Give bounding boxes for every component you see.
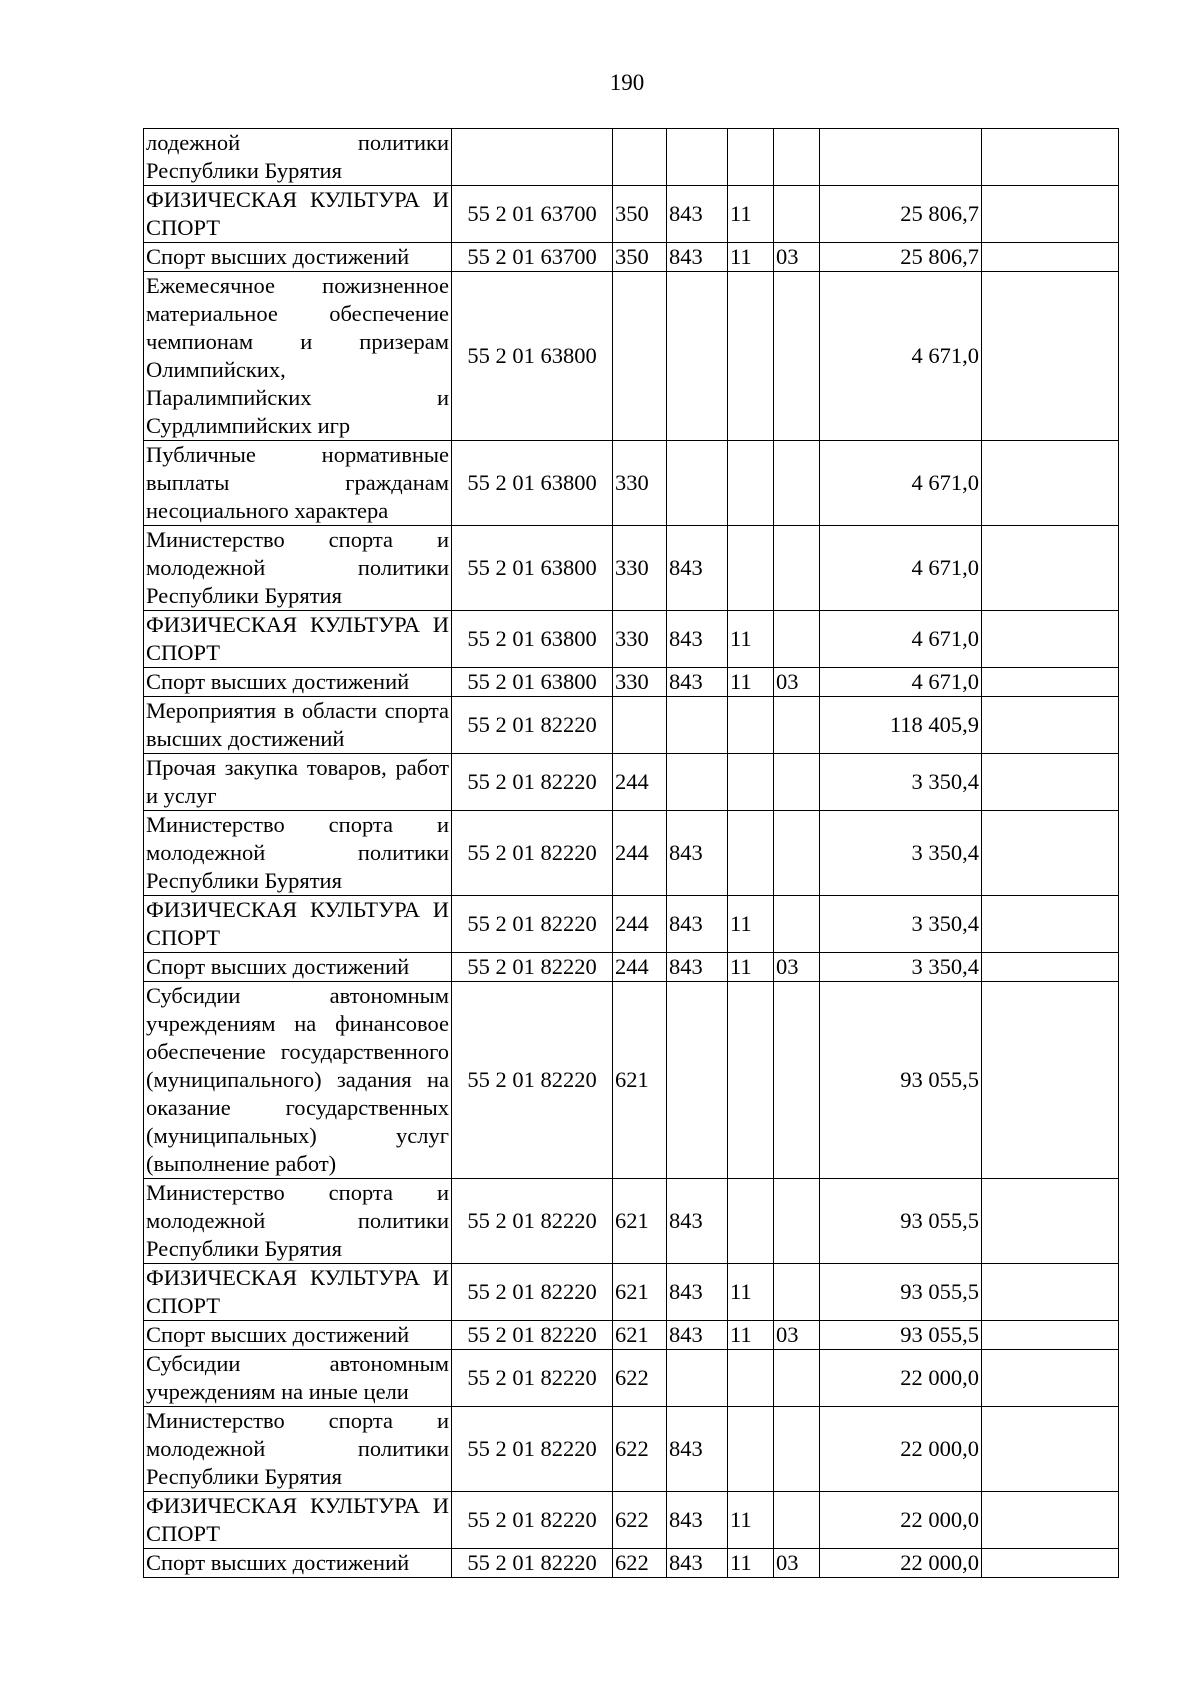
row-vr-cell: 244: [613, 754, 667, 811]
row-amount-cell: 93 055,5: [820, 1264, 982, 1321]
row-amount-cell: [820, 129, 982, 186]
row-grbs-cell: [667, 272, 728, 441]
row-amount-cell: 4 671,0: [820, 668, 982, 697]
row-extra-cell: [982, 243, 1119, 272]
row-rz-cell: 11: [728, 186, 774, 243]
row-grbs-cell: 843: [667, 811, 728, 896]
table-row: [144, 1179, 1119, 1264]
row-amount-cell: 93 055,5: [820, 982, 982, 1179]
row-rz-cell: [728, 526, 774, 611]
row-grbs-cell: [667, 1350, 728, 1407]
row-code-cell: 55 2 01 63700: [452, 243, 613, 272]
row-code-cell: 55 2 01 82220: [452, 1407, 613, 1492]
table-row: [144, 1321, 1119, 1350]
row-amount-cell: 25 806,7: [820, 186, 982, 243]
row-extra-cell: [982, 1492, 1119, 1549]
row-name-cell: Министерство спорта и молодежной политики Республики Бурятия: [144, 811, 452, 896]
row-grbs-cell: [667, 441, 728, 526]
row-name-cell: Субсидии автономным учреждениям на финансовое обеспечение государственного (муниципального) задания на оказание государственных (муниципальных) услуг (выполнение работ): [144, 982, 452, 1179]
row-amount-cell: 93 055,5: [820, 1321, 982, 1350]
row-rz-cell: 11: [728, 243, 774, 272]
row-amount-cell: 22 000,0: [820, 1350, 982, 1407]
table-row: [144, 611, 1119, 668]
row-pr-cell: [774, 811, 820, 896]
row-amount-cell: 93 055,5: [820, 1179, 982, 1264]
row-grbs-cell: 843: [667, 1549, 728, 1578]
row-amount-cell: 3 350,4: [820, 896, 982, 953]
table-row: [144, 896, 1119, 953]
row-pr-cell: [774, 1492, 820, 1549]
row-grbs-cell: [667, 754, 728, 811]
row-amount-cell: 25 806,7: [820, 243, 982, 272]
row-grbs-cell: 843: [667, 186, 728, 243]
row-code-cell: 55 2 01 82220: [452, 1321, 613, 1350]
row-pr-cell: 03: [774, 243, 820, 272]
row-extra-cell: [982, 611, 1119, 668]
row-rz-cell: [728, 1407, 774, 1492]
row-code-cell: 55 2 01 63800: [452, 526, 613, 611]
row-name-cell: ФИЗИЧЕСКАЯ КУЛЬТУРА И СПОРТ: [144, 611, 452, 668]
row-rz-cell: 11: [728, 1321, 774, 1350]
row-rz-cell: 11: [728, 611, 774, 668]
row-amount-cell: 22 000,0: [820, 1549, 982, 1578]
row-name-cell: лодежной политики Республики Бурятия: [144, 129, 452, 186]
row-amount-cell: 118 405,9: [820, 697, 982, 754]
row-rz-cell: 11: [728, 1549, 774, 1578]
row-pr-cell: [774, 526, 820, 611]
row-pr-cell: [774, 754, 820, 811]
row-name-cell: ФИЗИЧЕСКАЯ КУЛЬТУРА И СПОРТ: [144, 896, 452, 953]
row-rz-cell: [728, 754, 774, 811]
row-amount-cell: 3 350,4: [820, 754, 982, 811]
row-rz-cell: [728, 129, 774, 186]
row-extra-cell: [982, 668, 1119, 697]
row-name-cell: Спорт высших достижений: [144, 1549, 452, 1578]
row-vr-cell: 330: [613, 441, 667, 526]
row-extra-cell: [982, 982, 1119, 1179]
table-row: [144, 982, 1119, 1179]
row-name-cell: Спорт высших достижений: [144, 953, 452, 982]
row-grbs-cell: 843: [667, 953, 728, 982]
row-vr-cell: 622: [613, 1407, 667, 1492]
row-name-cell: Субсидии автономным учреждениям на иные цели: [144, 1350, 452, 1407]
row-code-cell: 55 2 01 63800: [452, 272, 613, 441]
row-code-cell: [452, 129, 613, 186]
budget-table: [143, 128, 1119, 1578]
row-rz-cell: [728, 272, 774, 441]
row-vr-cell: 621: [613, 1264, 667, 1321]
table-row: [144, 1264, 1119, 1321]
row-name-cell: ФИЗИЧЕСКАЯ КУЛЬТУРА И СПОРТ: [144, 1264, 452, 1321]
row-vr-cell: 621: [613, 982, 667, 1179]
row-name-cell: Мероприятия в области спорта высших достижений: [144, 697, 452, 754]
table-row: [144, 1492, 1119, 1549]
row-grbs-cell: 843: [667, 611, 728, 668]
row-code-cell: 55 2 01 82220: [452, 982, 613, 1179]
row-amount-cell: 22 000,0: [820, 1407, 982, 1492]
row-pr-cell: [774, 129, 820, 186]
row-grbs-cell: 843: [667, 1179, 728, 1264]
row-vr-cell: 350: [613, 186, 667, 243]
row-name-cell: Ежемесячное пожизненное материальное обеспечение чемпионам и призерам Олимпийских, Паралимпийских и Сурдлимпийских игр: [144, 272, 452, 441]
row-extra-cell: [982, 441, 1119, 526]
row-code-cell: 55 2 01 82220: [452, 1179, 613, 1264]
row-rz-cell: 11: [728, 896, 774, 953]
row-rz-cell: 11: [728, 1492, 774, 1549]
row-vr-cell: 622: [613, 1492, 667, 1549]
row-vr-cell: [613, 129, 667, 186]
table-row: [144, 1350, 1119, 1407]
row-name-cell: Спорт высших достижений: [144, 668, 452, 697]
row-pr-cell: [774, 441, 820, 526]
table-row: [144, 441, 1119, 526]
row-code-cell: 55 2 01 82220: [452, 896, 613, 953]
row-code-cell: 55 2 01 63800: [452, 668, 613, 697]
row-grbs-cell: 843: [667, 243, 728, 272]
row-code-cell: 55 2 01 63800: [452, 441, 613, 526]
row-extra-cell: [982, 697, 1119, 754]
row-extra-cell: [982, 811, 1119, 896]
row-extra-cell: [982, 272, 1119, 441]
row-extra-cell: [982, 1321, 1119, 1350]
row-grbs-cell: 843: [667, 896, 728, 953]
row-vr-cell: 244: [613, 896, 667, 953]
row-rz-cell: [728, 441, 774, 526]
row-rz-cell: 11: [728, 668, 774, 697]
row-pr-cell: [774, 272, 820, 441]
row-pr-cell: [774, 982, 820, 1179]
row-vr-cell: 621: [613, 1321, 667, 1350]
row-pr-cell: [774, 896, 820, 953]
row-extra-cell: [982, 1264, 1119, 1321]
row-grbs-cell: [667, 697, 728, 754]
row-rz-cell: [728, 811, 774, 896]
row-code-cell: 55 2 01 82220: [452, 811, 613, 896]
table-row: [144, 526, 1119, 611]
row-grbs-cell: 843: [667, 1492, 728, 1549]
table-row: [144, 1407, 1119, 1492]
row-pr-cell: 03: [774, 668, 820, 697]
row-code-cell: 55 2 01 63800: [452, 611, 613, 668]
row-rz-cell: [728, 697, 774, 754]
row-pr-cell: [774, 697, 820, 754]
row-name-cell: Министерство спорта и молодежной политики Республики Бурятия: [144, 1407, 452, 1492]
row-extra-cell: [982, 1407, 1119, 1492]
row-grbs-cell: [667, 129, 728, 186]
table-row: [144, 697, 1119, 754]
row-vr-cell: 350: [613, 243, 667, 272]
budget-table-body: [144, 129, 1119, 1578]
row-vr-cell: 244: [613, 953, 667, 982]
row-vr-cell: [613, 272, 667, 441]
row-vr-cell: 244: [613, 811, 667, 896]
row-name-cell: Прочая закупка товаров, работ и услуг: [144, 754, 452, 811]
row-name-cell: Публичные нормативные выплаты гражданам несоциального характера: [144, 441, 452, 526]
row-name-cell: Министерство спорта и молодежной политики Республики Бурятия: [144, 526, 452, 611]
row-pr-cell: [774, 611, 820, 668]
row-pr-cell: [774, 186, 820, 243]
row-code-cell: 55 2 01 82220: [452, 953, 613, 982]
row-name-cell: Спорт высших достижений: [144, 1321, 452, 1350]
row-amount-cell: 4 671,0: [820, 611, 982, 668]
row-vr-cell: 622: [613, 1549, 667, 1578]
row-code-cell: 55 2 01 82220: [452, 1264, 613, 1321]
row-code-cell: 55 2 01 82220: [452, 1549, 613, 1578]
row-extra-cell: [982, 754, 1119, 811]
row-rz-cell: 11: [728, 1264, 774, 1321]
row-vr-cell: 330: [613, 611, 667, 668]
table-row: [144, 186, 1119, 243]
row-grbs-cell: 843: [667, 1264, 728, 1321]
row-pr-cell: 03: [774, 953, 820, 982]
row-name-cell: ФИЗИЧЕСКАЯ КУЛЬТУРА И СПОРТ: [144, 1492, 452, 1549]
table-row: [144, 243, 1119, 272]
row-vr-cell: 622: [613, 1350, 667, 1407]
row-amount-cell: 4 671,0: [820, 526, 982, 611]
table-row: [144, 1549, 1119, 1578]
row-extra-cell: [982, 526, 1119, 611]
table-row: [144, 129, 1119, 186]
row-extra-cell: [982, 186, 1119, 243]
row-name-cell: ФИЗИЧЕСКАЯ КУЛЬТУРА И СПОРТ: [144, 186, 452, 243]
table-row: [144, 754, 1119, 811]
row-vr-cell: 621: [613, 1179, 667, 1264]
row-grbs-cell: 843: [667, 1407, 728, 1492]
row-amount-cell: 4 671,0: [820, 272, 982, 441]
row-rz-cell: [728, 1179, 774, 1264]
row-vr-cell: [613, 697, 667, 754]
page-number: 190: [609, 70, 645, 95]
row-extra-cell: [982, 129, 1119, 186]
row-amount-cell: 22 000,0: [820, 1492, 982, 1549]
table-row: [144, 953, 1119, 982]
row-pr-cell: 03: [774, 1549, 820, 1578]
row-code-cell: 55 2 01 82220: [452, 1350, 613, 1407]
row-rz-cell: 11: [728, 953, 774, 982]
row-code-cell: 55 2 01 82220: [452, 754, 613, 811]
row-extra-cell: [982, 1350, 1119, 1407]
row-pr-cell: [774, 1264, 820, 1321]
row-rz-cell: [728, 1350, 774, 1407]
row-code-cell: 55 2 01 82220: [452, 1492, 613, 1549]
table-row: [144, 811, 1119, 896]
row-grbs-cell: [667, 982, 728, 1179]
row-name-cell: Министерство спорта и молодежной политики Республики Бурятия: [144, 1179, 452, 1264]
row-amount-cell: 4 671,0: [820, 441, 982, 526]
row-amount-cell: 3 350,4: [820, 811, 982, 896]
row-extra-cell: [982, 953, 1119, 982]
row-code-cell: 55 2 01 63700: [452, 186, 613, 243]
row-extra-cell: [982, 1549, 1119, 1578]
row-grbs-cell: 843: [667, 526, 728, 611]
row-grbs-cell: 843: [667, 1321, 728, 1350]
row-amount-cell: 3 350,4: [820, 953, 982, 982]
row-pr-cell: 03: [774, 1321, 820, 1350]
row-extra-cell: [982, 1179, 1119, 1264]
row-name-cell: Спорт высших достижений: [144, 243, 452, 272]
row-pr-cell: [774, 1179, 820, 1264]
row-code-cell: 55 2 01 82220: [452, 697, 613, 754]
row-grbs-cell: 843: [667, 668, 728, 697]
row-vr-cell: 330: [613, 668, 667, 697]
row-pr-cell: [774, 1350, 820, 1407]
table-row: [144, 272, 1119, 441]
table-row: [144, 668, 1119, 697]
row-vr-cell: 330: [613, 526, 667, 611]
row-rz-cell: [728, 982, 774, 1179]
row-pr-cell: [774, 1407, 820, 1492]
row-extra-cell: [982, 896, 1119, 953]
